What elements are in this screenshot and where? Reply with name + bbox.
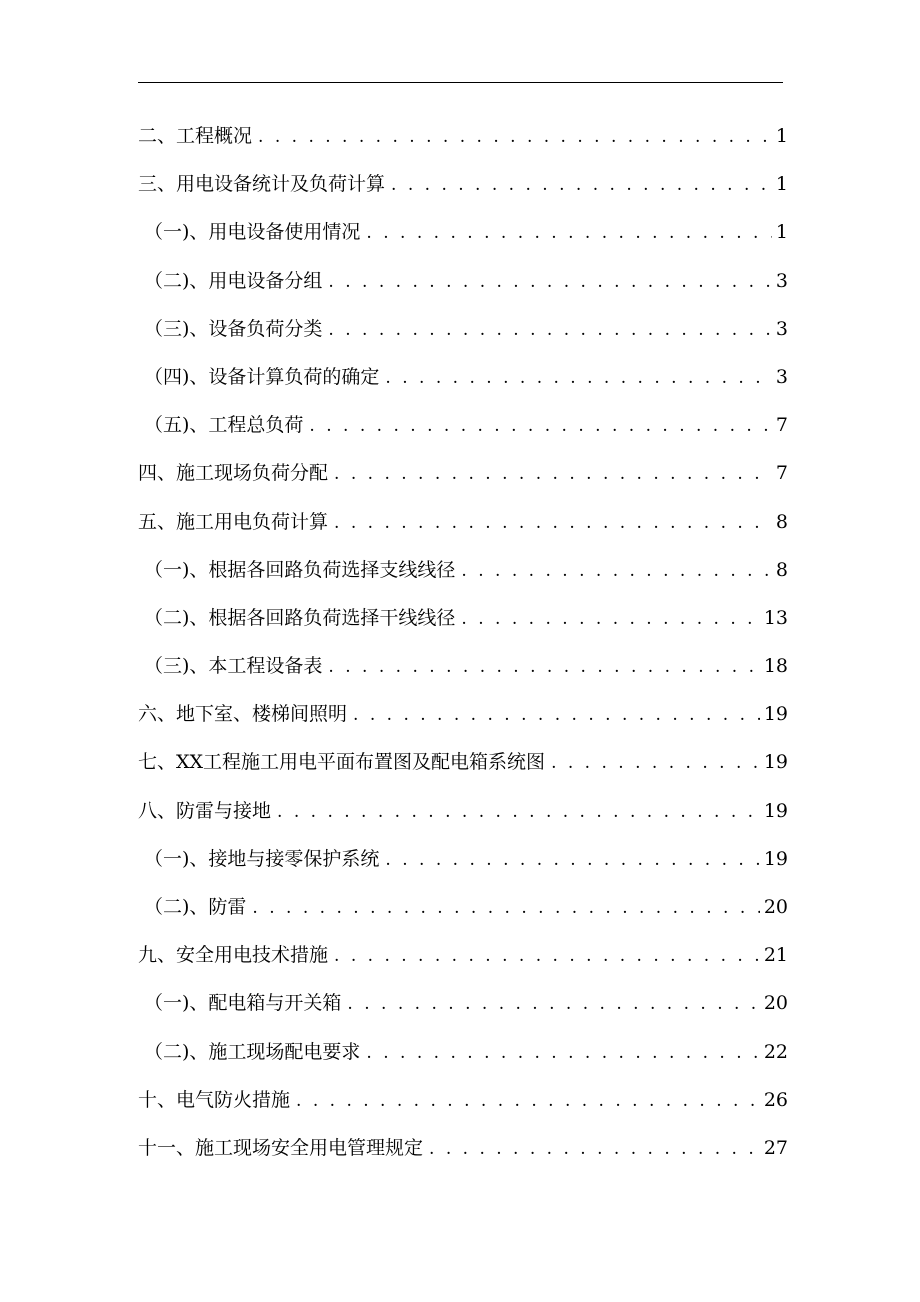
toc-entry[interactable] xyxy=(138,835,788,883)
toc-entry[interactable] xyxy=(138,257,788,305)
toc-entry[interactable] xyxy=(138,1028,788,1076)
toc-entry[interactable] xyxy=(138,449,788,497)
toc-dot-leader xyxy=(391,161,772,209)
toc-dot-leader xyxy=(366,209,771,257)
toc-dot-leader xyxy=(385,354,771,402)
toc-dot-leader xyxy=(252,884,759,932)
toc-entry-title: （四)、设备计算负荷的确定 xyxy=(144,365,380,388)
toc-entry-page: 19 xyxy=(763,799,788,822)
toc-entry[interactable] xyxy=(138,931,788,979)
toc-entry-page: 19 xyxy=(763,751,788,774)
toc-entry-title: （五)、工程总负荷 xyxy=(144,414,304,437)
toc-dot-leader xyxy=(328,643,759,691)
toc-entry-page: 3 xyxy=(775,317,788,340)
toc-entry-page: 8 xyxy=(775,510,788,533)
toc-entry-title: 五、施工用电负荷计算 xyxy=(138,510,329,533)
toc-dot-leader xyxy=(258,113,772,161)
toc-entry-page: 13 xyxy=(763,606,788,629)
toc-entry[interactable] xyxy=(138,642,788,690)
toc-entry-title: （二)、施工现场配电要求 xyxy=(144,1040,361,1063)
toc-entry-title: 七、XX工程施工用电平面布置图及配电箱系统图 xyxy=(138,751,546,774)
toc-dot-leader xyxy=(296,1077,760,1125)
toc-dot-leader xyxy=(461,547,771,595)
toc-entry[interactable] xyxy=(138,305,788,353)
toc-entry[interactable] xyxy=(138,883,788,931)
toc-entry-page: 18 xyxy=(763,655,788,678)
toc-entry-title: （二)、根据各回路负荷选择干线线径 xyxy=(144,606,456,629)
table-of-contents xyxy=(138,112,788,1172)
toc-entry[interactable] xyxy=(138,787,788,835)
toc-entry[interactable] xyxy=(138,498,788,546)
toc-dot-leader xyxy=(551,739,760,787)
toc-dot-leader xyxy=(328,258,771,306)
toc-entry-title: 三、用电设备统计及负荷计算 xyxy=(138,173,386,196)
toc-entry-page: 7 xyxy=(775,414,788,437)
toc-entry-page: 7 xyxy=(775,462,788,485)
toc-entry-title: 八、防雷与接地 xyxy=(138,799,272,822)
toc-entry[interactable] xyxy=(138,1076,788,1124)
toc-entry[interactable] xyxy=(138,353,788,401)
toc-dot-leader xyxy=(385,836,759,884)
toc-entry[interactable] xyxy=(138,208,788,256)
toc-entry-page: 1 xyxy=(775,125,788,147)
toc-entry[interactable] xyxy=(138,1124,788,1172)
toc-dot-leader xyxy=(334,932,760,980)
toc-entry-title: （一)、根据各回路负荷选择支线线径 xyxy=(144,558,456,581)
toc-entry[interactable] xyxy=(138,594,788,642)
toc-entry-page: 19 xyxy=(763,703,788,726)
toc-entry-title: 四、施工现场负荷分配 xyxy=(138,462,329,485)
toc-entry-title: （三)、本工程设备表 xyxy=(144,655,323,678)
toc-dot-leader xyxy=(429,1125,760,1173)
toc-entry-title: 六、地下室、楼梯间照明 xyxy=(138,703,348,726)
toc-entry-page: 22 xyxy=(763,1040,788,1063)
toc-entry-title: 十一、施工现场安全用电管理规定 xyxy=(138,1136,424,1159)
toc-entry-page: 3 xyxy=(775,365,788,388)
toc-dot-leader xyxy=(328,306,771,354)
toc-entry-title: （二)、防雷 xyxy=(144,896,247,918)
toc-entry-page: 3 xyxy=(775,269,788,292)
toc-entry-title: 九、安全用电技术措施 xyxy=(138,944,329,967)
toc-entry-title: 二、工程概况 xyxy=(138,125,253,147)
toc-dot-leader xyxy=(366,1029,759,1077)
toc-entry[interactable] xyxy=(138,979,788,1027)
toc-entry[interactable] xyxy=(138,112,788,160)
toc-entry-page: 8 xyxy=(775,558,788,581)
toc-dot-leader xyxy=(461,595,759,643)
toc-dot-leader xyxy=(309,402,771,450)
toc-entry-title: （一)、用电设备使用情况 xyxy=(144,221,361,244)
toc-entry-page: 1 xyxy=(775,173,788,196)
toc-entry-page: 21 xyxy=(763,944,788,967)
toc-entry[interactable] xyxy=(138,690,788,738)
toc-entry-page: 20 xyxy=(763,896,788,918)
toc-dot-leader xyxy=(347,980,759,1028)
toc-entry-title: 十、电气防火措施 xyxy=(138,1088,291,1111)
toc-dot-leader xyxy=(334,450,772,498)
toc-entry-title: （三)、设备负荷分类 xyxy=(144,317,323,340)
toc-entry[interactable] xyxy=(138,401,788,449)
toc-entry-title: （一)、配电箱与开关箱 xyxy=(144,992,342,1015)
toc-dot-leader xyxy=(334,499,772,547)
toc-entry-page: 27 xyxy=(763,1136,788,1159)
toc-entry-title: （一)、接地与接零保护系统 xyxy=(144,847,380,870)
toc-entry-page: 1 xyxy=(775,221,788,244)
toc-dot-leader xyxy=(353,691,760,739)
toc-entry[interactable] xyxy=(138,160,788,208)
top-rule-divider xyxy=(138,82,783,83)
toc-entry-page: 19 xyxy=(763,847,788,870)
toc-entry-page: 26 xyxy=(763,1088,788,1111)
toc-entry[interactable] xyxy=(138,738,788,786)
toc-entry-page: 20 xyxy=(763,992,788,1015)
toc-dot-leader xyxy=(277,788,760,836)
toc-entry-title: （二)、用电设备分组 xyxy=(144,269,323,292)
toc-entry[interactable] xyxy=(138,546,788,594)
